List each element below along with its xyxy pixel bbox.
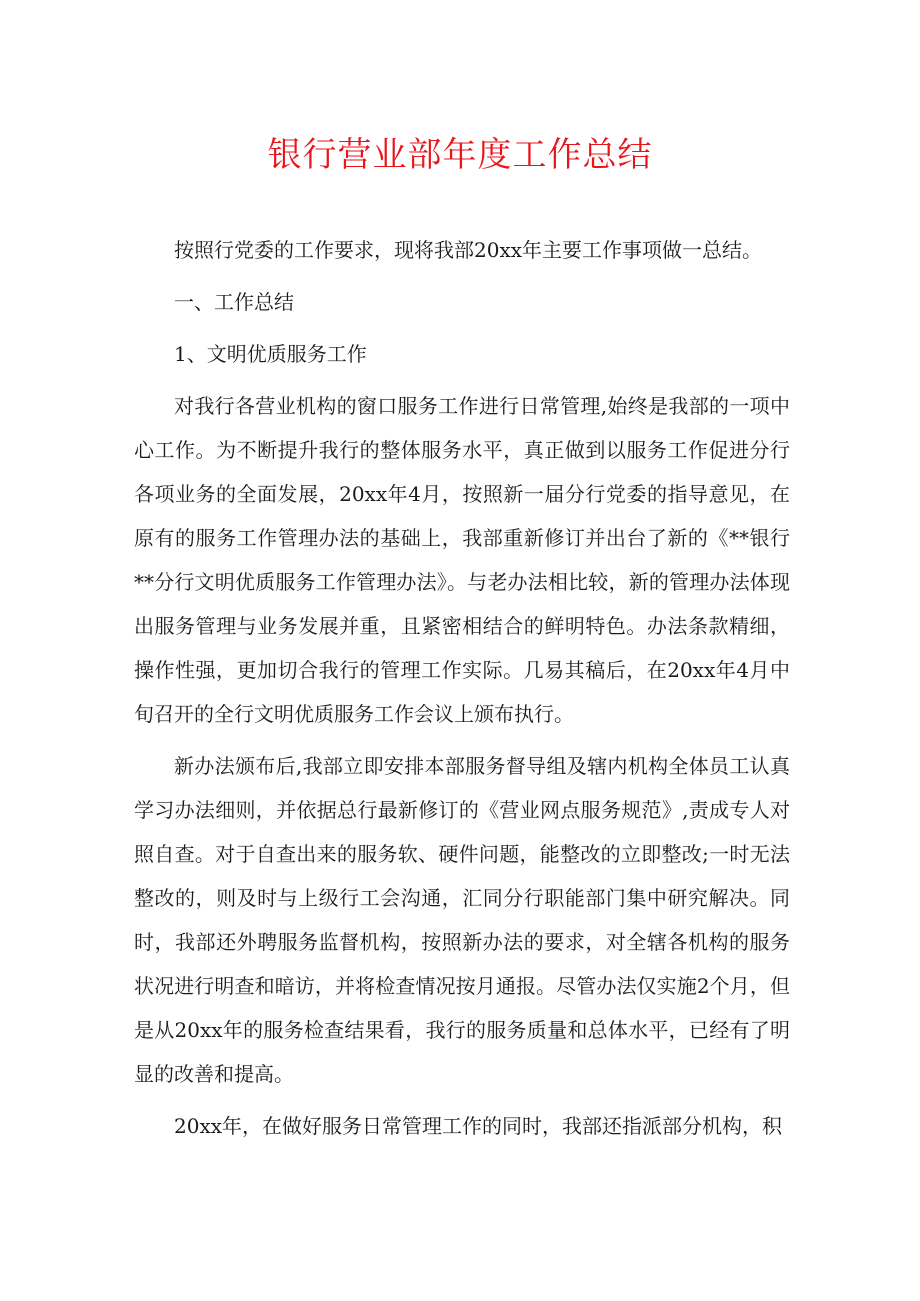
paragraph: 20xx年，在做好服务日常管理工作的同时，我部还指派部分机构，积	[174, 1114, 783, 1138]
subsection-heading: 1、文明优质服务工作	[174, 342, 367, 366]
paragraph: 新办法颁布后,我部立即安排本部服务督导组及辖内机构全体员工认真学习办法细则，并依据总行最新修订的《营业网点服务规范》,责成专人对照自查。对于自查出来的服务软、硬件问题，能整改的立即整改;一时无法整改的，则及时与上级行工会沟通，汇同分行职能部门集中研究解决。同时，我部还外聘服务监督机构，按照新办法的要求，对全辖各机构的服务状况进行明查和暗访，并将检查情况按月通报。尽管办法仅实施2个月，但是从20xx年的服务检查结果看，我行的服务质量和总体水平，已经有了明显的改善和提高。	[134, 754, 790, 1086]
section-heading: 一、工作总结	[174, 290, 294, 314]
document-body	[134, 228, 790, 1156]
document-title: 银行营业部年度工作总结	[267, 135, 653, 175]
paragraph-intro: 按照行党委的工作要求，现将我部20xx年主要工作事项做一总结。	[174, 238, 763, 262]
paragraph: 对我行各营业机构的窗口服务工作进行日常管理,始终是我部的一项中心工作。为不断提升我行的整体服务水平，真正做到以服务工作促进分行各项业务的全面发展，20xx年4月，按照新一届分行党委的指导意见，在原有的服务工作管理办法的基础上，我部重新修订并出台了新的《**银行**分行文明优质服务工作管理办法》。与老办法相比较，新的管理办法体现出服务管理与业务发展并重，且紧密相结合的鲜明特色。办法条款精细，操作性强，更加切合我行的管理工作实际。几易其稿后，在20xx年4月中旬召开的全行文明优质服务工作会议上颁布执行。	[134, 394, 790, 726]
